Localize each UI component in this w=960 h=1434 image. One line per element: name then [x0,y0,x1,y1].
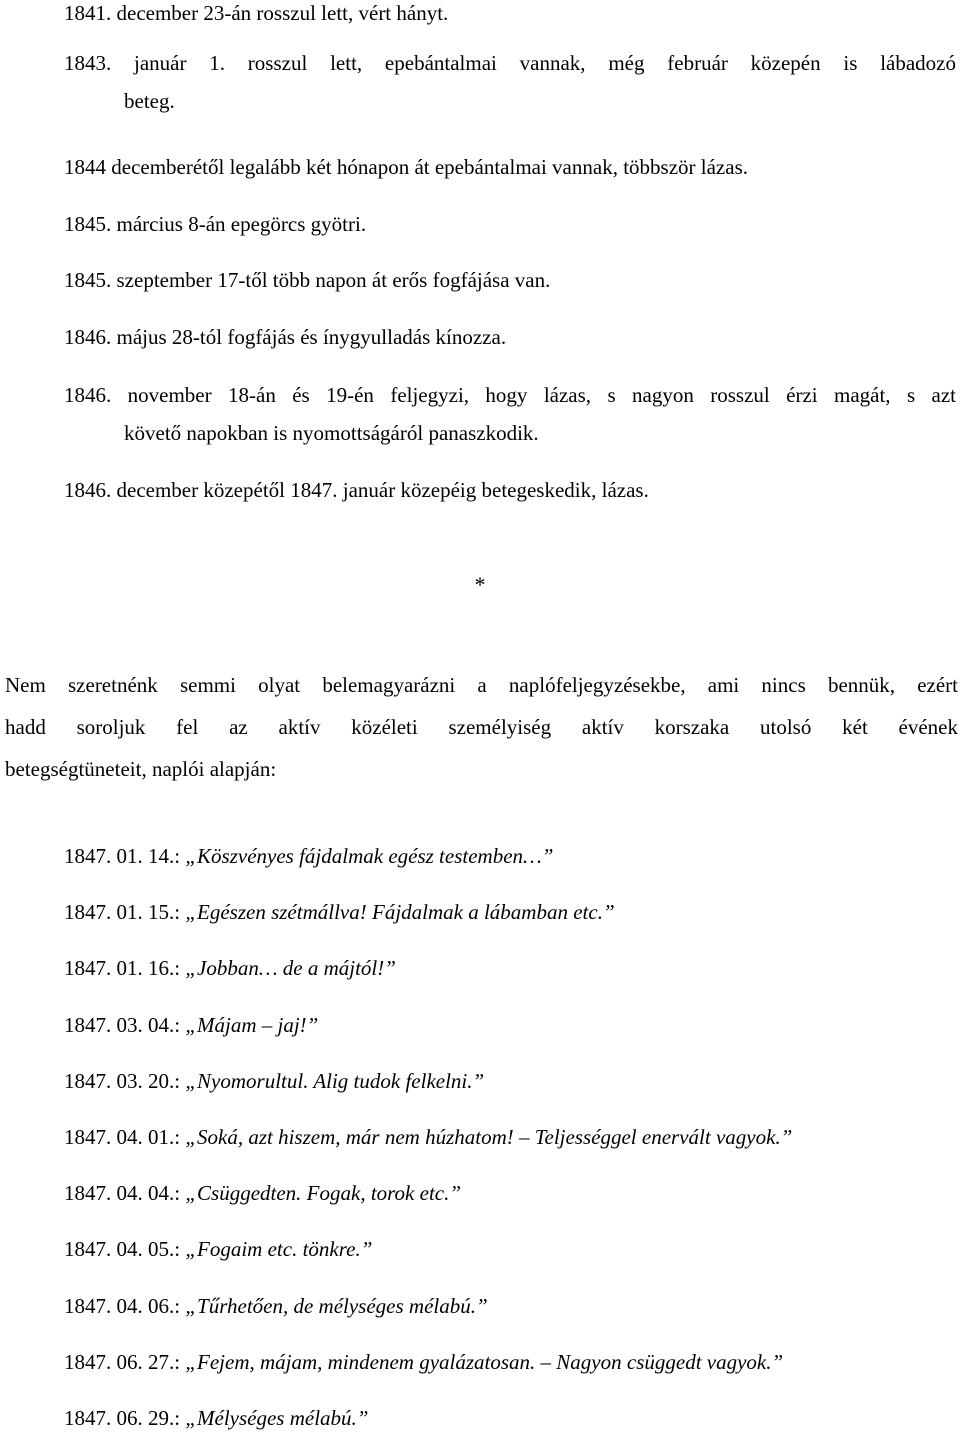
intro-paragraph-line1: Nem szeretnénk semmi olyat belemagyarázni a naplófeljegyzésekbe, ami nincs bennük, ezért [5,673,958,697]
intro-paragraph [5,664,958,790]
quote-date: 1847. 03. 20.: [64,1069,181,1093]
quote-text: „Soká, azt hiszem, már nem húzhatom! – Teljességgel enervált vagyok.” [185,1125,793,1149]
quote-date: 1847. 04. 04.: [64,1181,181,1205]
entry-1843 [64,44,956,120]
quote-row [64,896,615,928]
quote-text: „Fogaim etc. tönkre.” [185,1237,373,1261]
quote-text: „Csüggedten. Fogak, torok etc.” [185,1181,462,1205]
entry-1845-march: 1845. március 8-án epegörcs gyötri. [64,212,367,236]
quote-row [64,1290,488,1322]
quote-row [64,1233,372,1265]
quote-date: 1847. 06. 29.: [64,1406,181,1430]
intro-paragraph-line3: betegségtüneteit, naplói alapján: [5,757,277,781]
intro-paragraph-line2: hadd soroljuk fel az aktív közéleti személyiség aktív korszaka utolsó két évének [5,715,958,739]
entry-1843-line2: beteg. [124,89,175,113]
quote-text: „Tűrhetően, de mélységes mélabú.” [185,1294,488,1318]
quote-date: 1847. 04. 01.: [64,1125,181,1149]
quote-text: „Fejem, májam, mindenem gyalázatosan. – Nagyon csüggedt vagyok.” [185,1350,784,1374]
quote-date: 1847. 01. 14.: [64,844,181,868]
entry-1844: 1844 decemberétől legalább két hónapon át epebántalmai vannak, többször lázas. [64,155,748,179]
quote-text: „Jobban… de a májtól!” [185,956,396,980]
entry-1841: 1841. december 23-án rosszul lett, vért hányt. [64,1,449,25]
entry-1845-september: 1845. szeptember 17-től több napon át erős fogfájása van. [64,268,551,292]
quote-text: „Nyomorultul. Alig tudok felkelni.” [185,1069,485,1093]
entry-1846-november-line2: követő napokban is nyomottságáról panaszkodik. [124,421,539,445]
quote-text: „Májam – jaj!” [185,1013,319,1037]
quote-text: „Egészen szétmállva! Fájdalmak a lábamban etc.” [185,900,615,924]
quote-row [64,952,396,984]
quote-row [64,1346,783,1378]
quote-date: 1847. 04. 06.: [64,1294,181,1318]
entry-1846-december: 1846. december közepétől 1847. január közepéig betegeskedik, lázas. [64,478,649,502]
quote-text: „Köszvényes fájdalmak egész testemben…” [185,844,554,868]
quote-row [64,1065,484,1097]
quote-date: 1847. 06. 27.: [64,1350,181,1374]
entry-1846-november [64,376,956,452]
quote-date: 1847. 01. 15.: [64,900,181,924]
quote-row [64,840,553,872]
quote-row [64,1177,461,1209]
entry-1846-november-line1: 1846. november 18-án és 19-én feljegyzi, hogy lázas, s nagyon rosszul érzi magát, s azt [64,383,956,407]
quote-row [64,1402,368,1434]
entry-1846-may: 1846. május 28-tól fogfájás és ínygyulladás kínozza. [64,325,507,349]
quote-text: „Mélységes mélabú.” [185,1406,369,1430]
quote-date: 1847. 03. 04.: [64,1013,181,1037]
quote-row [64,1009,318,1041]
quote-date: 1847. 01. 16.: [64,956,181,980]
quote-date: 1847. 04. 05.: [64,1237,181,1261]
quote-row [64,1121,792,1153]
section-separator: * [474,572,486,597]
entry-1843-line1: 1843. január 1. rosszul lett, epebántalmai vannak, még február közepén is lábadozó [64,51,956,75]
